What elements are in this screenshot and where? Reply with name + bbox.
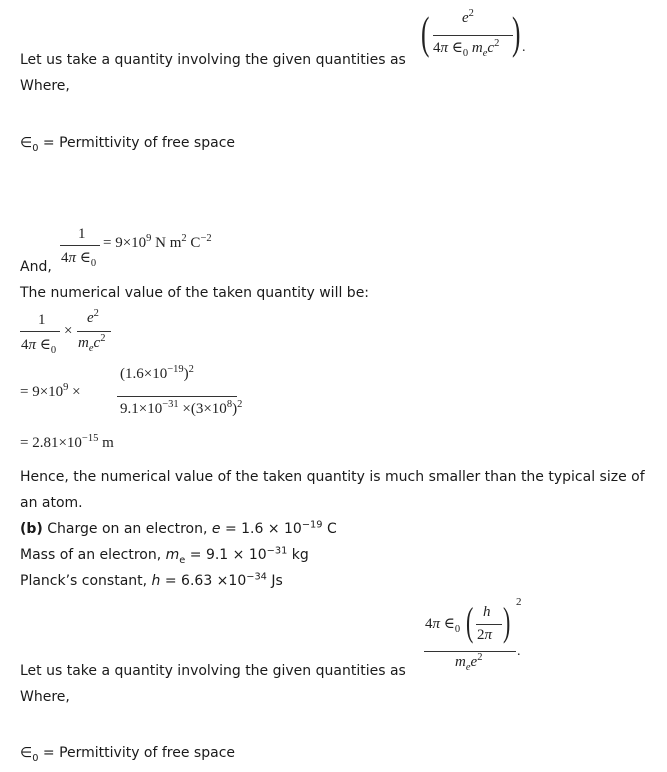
const-units: N m [155, 235, 182, 251]
step1-den-a: 9.1×10 [120, 401, 163, 417]
planck-text: Planck’s constant, [20, 573, 148, 589]
step1-den-b: ×(3×10 [182, 401, 227, 417]
numerical-intro: The numerical value of the taken quantity will be: [20, 285, 370, 301]
result-formula [20, 435, 114, 452]
epsilon-symbol: $\in_0$ [20, 135, 39, 154]
mass-subscript: e [179, 554, 186, 566]
mass-text: Mass of an electron, [20, 547, 162, 563]
planck-unit: Js [271, 573, 283, 589]
eps-def-text: = Permittivity of free space [42, 745, 236, 761]
eps-def-text: = Permittivity of free space [42, 135, 236, 151]
const-exp: 9 [146, 233, 152, 244]
step1-num: (1.6×10 [120, 366, 168, 382]
planck-exp: −34 [246, 571, 267, 583]
const-rhs: = 9×10 [103, 235, 147, 251]
mass-line [20, 546, 309, 564]
result-exp: −15 [81, 433, 99, 444]
result-value: = 2.81×10 [20, 435, 82, 451]
intro-text-a: Let us take a quantity involving the given quantities as [20, 52, 406, 68]
conclusion-line2: an atom. [20, 495, 83, 511]
epsilon-symbol: $\in_0$ [20, 745, 39, 764]
and-label: And, [20, 259, 52, 275]
where-label-a: Where, [20, 78, 70, 94]
charge-symbol: e [211, 521, 221, 537]
mass-value: = 9.1 × 10 [189, 547, 267, 563]
mass-symbol: m [165, 547, 180, 563]
planck-line [20, 572, 283, 590]
result-unit: m [102, 435, 114, 451]
mass-exp: −31 [266, 545, 288, 557]
intro-text-b: Let us take a quantity involving the given quantities as [20, 663, 406, 679]
charge-exp: −19 [301, 519, 323, 531]
charge-line [20, 520, 337, 538]
part-b-label: (b) [20, 521, 43, 537]
planck-value: = 6.63 ×10 [164, 573, 247, 589]
where-label-b: Where, [20, 689, 70, 705]
eps-definition-a [20, 134, 235, 152]
charge-text: Charge on an electron, [47, 521, 208, 537]
charge-unit: C [326, 521, 337, 537]
eps-definition-b [20, 744, 235, 762]
conclusion-line1: Hence, the numerical value of the taken quantity is much smaller than the typical size of [20, 469, 645, 485]
charge-value: = 1.6 × 10 [224, 521, 302, 537]
planck-symbol: h [151, 573, 161, 589]
mass-unit: kg [291, 547, 309, 563]
step1-prefix: = 9×10 [20, 384, 64, 400]
